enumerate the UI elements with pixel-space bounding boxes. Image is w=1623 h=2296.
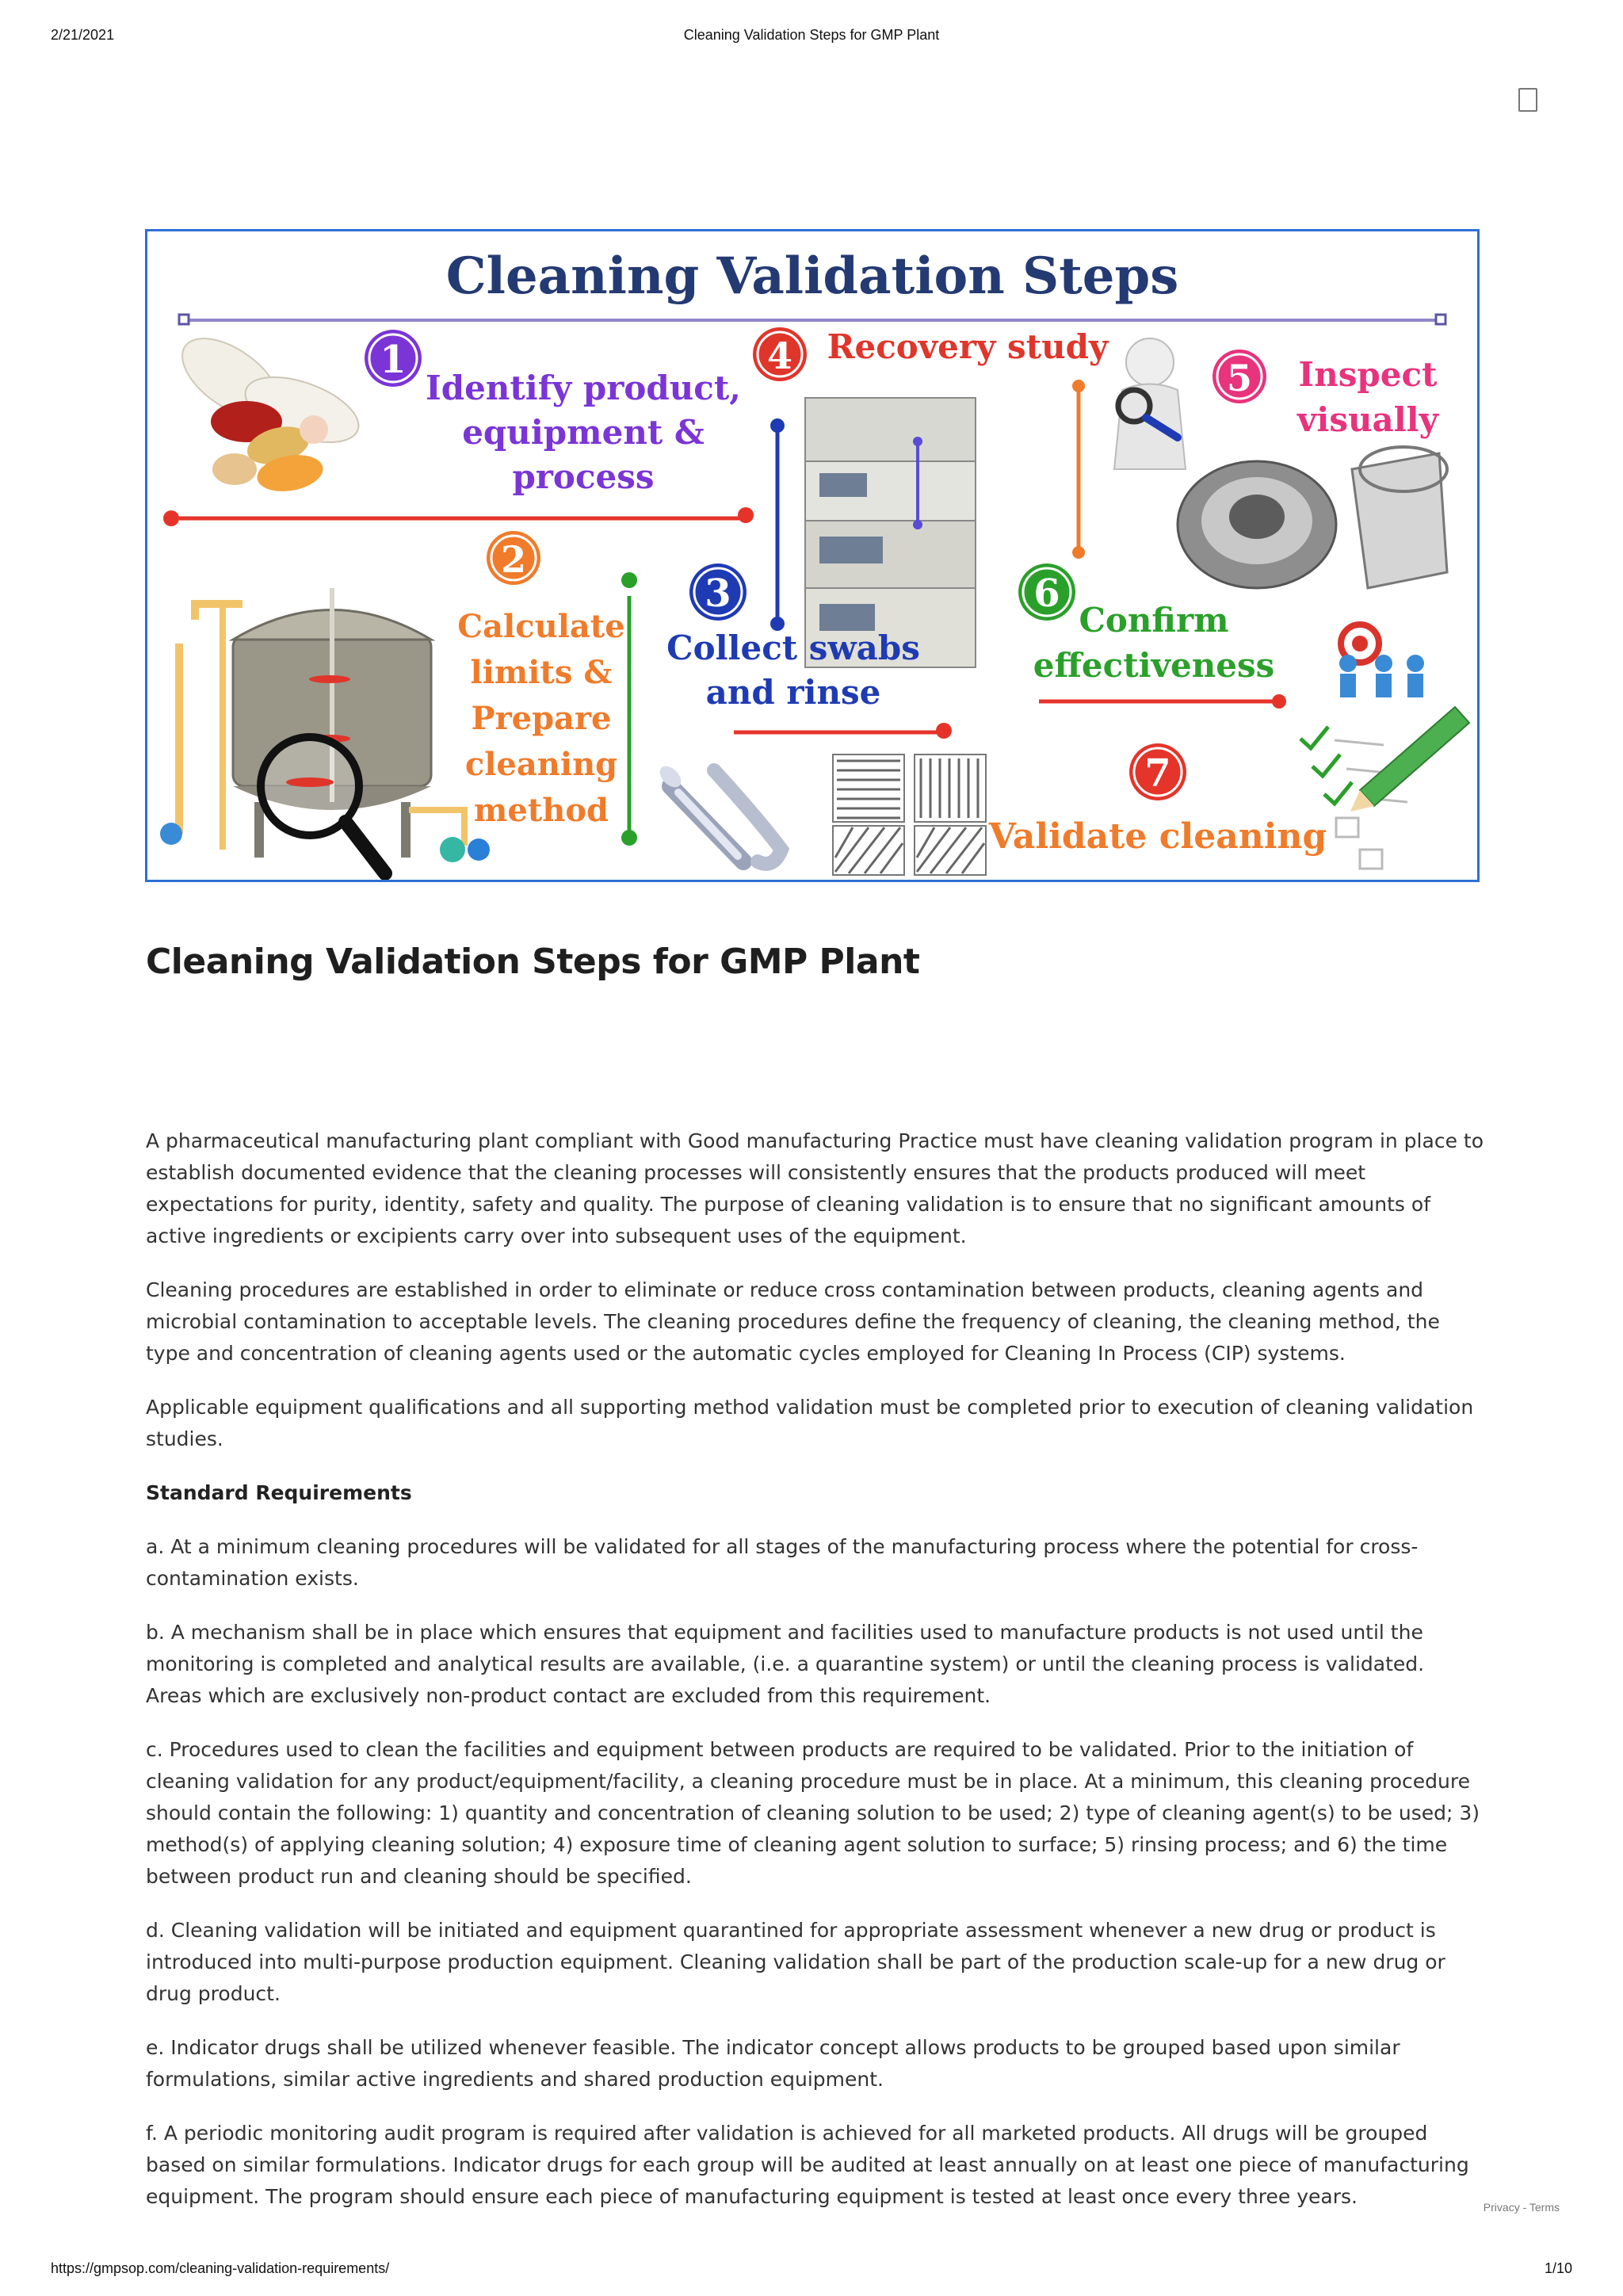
step-2-line-5: method bbox=[474, 792, 609, 829]
step-7-number: 7 bbox=[1144, 751, 1171, 796]
intro-paragraph-1: A pharmaceutical manufacturing plant compliant with Good manufacturing Practice must have cleaning validation program in place to establish documented evidence that the cleaning processes will consistently ensures that the products produced will meet expectations for purity, identity, safety and quality. The purpose of cleaning validation is to ensure that no significant amounts of active ingredients or excipients carry over into subsequent uses of the equipment. bbox=[146, 1129, 1484, 1247]
requirements-heading: Standard Requirements bbox=[146, 1481, 412, 1504]
step-5 bbox=[1212, 350, 1440, 439]
requirement-d: d. Cleaning validation will be initiated and equipment quarantined for appropriate assessment whenever a new drug or product is introduced into multi-purpose production equipment. Cleaning validation shall be part of the production scale-up for a new drug or drug product. bbox=[146, 1919, 1445, 2005]
step-7 bbox=[988, 743, 1327, 857]
requirement-e: e. Indicator drugs shall be utilized whenever feasible. The indicator concept allows products to be grouped based upon similar formulations, similar active ingredients and shared production equipment. bbox=[146, 2036, 1400, 2091]
step-1 bbox=[365, 330, 741, 496]
step-1-line-3: process bbox=[512, 457, 655, 496]
step-2-line-3: Prepare bbox=[471, 700, 612, 737]
step-4-number: 4 bbox=[766, 334, 793, 377]
privacy-terms-link[interactable]: Privacy - Terms bbox=[1483, 2201, 1560, 2214]
title-rule bbox=[179, 315, 1445, 324]
step-5-line-1: Inspect bbox=[1298, 355, 1438, 394]
step-2 bbox=[457, 531, 624, 829]
print-url: https://gmpsop.com/cleaning-validation-requirements/ bbox=[51, 2260, 390, 2276]
target-team-icon bbox=[1339, 625, 1424, 697]
requirement-c: c. Procedures used to clean the facilities and equipment between products are required to be validated. Prior to the initiation of cleaning validation for any product/equipment/facility, a cleaning procedure must be in place. At a minimum, this cleaning procedure should contain the following: 1) quantity and concentration of cleaning solution to be used; 2) type of cleaning agent(s) to be used; 3) method(s) of applying cleaning solution; 4) exposure time of cleaning agent solution to surface; 5) rinsing process; and 6) the time between product run and cleaning should be specified. bbox=[146, 1738, 1480, 1888]
print-page-title: Cleaning Validation Steps for GMP Plant bbox=[683, 27, 940, 43]
step-2-line-2: limits & bbox=[470, 654, 613, 691]
step-2-line-1: Calculate bbox=[457, 608, 625, 645]
pattern-tiles-icon bbox=[833, 755, 986, 875]
article-title: Cleaning Validation Steps for GMP Plant bbox=[146, 942, 920, 982]
requirement-a: a. At a minimum cleaning procedures will be validated for all stages of the manufacturing process where the potential for cross-contamination exists. bbox=[146, 1535, 1419, 1590]
article-body bbox=[146, 1125, 1485, 2235]
intro-paragraph-3: Applicable equipment qualifications and all supporting method validation must be completed prior to execution of cleaning validation studies. bbox=[146, 1396, 1474, 1450]
step-7-line-1: Validate cleaning bbox=[988, 816, 1327, 857]
step-1-number: 1 bbox=[380, 338, 407, 382]
step-3-line-1: Collect swabs bbox=[666, 628, 920, 667]
steel-vessel-icon bbox=[1178, 447, 1447, 588]
step-2-number: 2 bbox=[500, 538, 527, 581]
bookmark-icon[interactable] bbox=[1518, 88, 1537, 112]
step-3-number: 3 bbox=[705, 571, 731, 616]
step-1-line-2: equipment & bbox=[462, 413, 705, 452]
step-2-line-4: cleaning bbox=[464, 746, 618, 783]
intro-paragraph-2: Cleaning procedures are established in order to eliminate or reduce cross contamination between products, cleaning agents and microbial contamination to acceptable levels. The cleaning procedures define the frequency of cleaning, the cleaning method, the type and concentration of cleaning agents used or the automatic cycles employed for Cleaning In Process (CIP) systems. bbox=[146, 1278, 1440, 1365]
swab-tubes-icon bbox=[656, 762, 781, 864]
step-5-number: 5 bbox=[1226, 357, 1253, 399]
step-1-line-1: Identify product, bbox=[426, 369, 741, 407]
page-count: 1/10 bbox=[1544, 2260, 1572, 2276]
requirement-f: f. A periodic monitoring audit program is required after validation is achieved for all marketed products. All drugs will be grouped based on similar formulations. Indicator drugs for each group will be audited at least annually on at least one piece of manufacturing equipment. The program should ensure each piece of manufacturing equipment is tested at least once every three years. bbox=[146, 2122, 1469, 2208]
step-6-line-2: effectiveness bbox=[1033, 646, 1275, 685]
inspector-figure-icon bbox=[1114, 338, 1186, 469]
step-4-line-1: Recovery study bbox=[827, 327, 1109, 366]
print-date: 2/21/2021 bbox=[51, 27, 115, 43]
step-4 bbox=[753, 327, 1109, 381]
step-3-line-2: and rinse bbox=[705, 673, 881, 712]
step-6-line-1: Confirm bbox=[1079, 601, 1229, 640]
step-6-number: 6 bbox=[1033, 571, 1060, 616]
banner-image bbox=[145, 229, 1480, 882]
banner-title: Cleaning Validation Steps bbox=[445, 246, 1179, 306]
hplc-instrument-icon bbox=[805, 398, 976, 667]
print-header bbox=[0, 27, 1623, 46]
pills-icon bbox=[169, 323, 367, 496]
step-5-line-2: visually bbox=[1296, 400, 1439, 439]
requirement-b: b. A mechanism shall be in place which ensures that equipment and facilities used to manufacture products is not used until the monitoring is completed and analytical results are available, (i.e. a quarantine system) or until the cleaning process is validated. Areas which are exclusively non-product contact are excluded from this requirement. bbox=[146, 1621, 1425, 1707]
